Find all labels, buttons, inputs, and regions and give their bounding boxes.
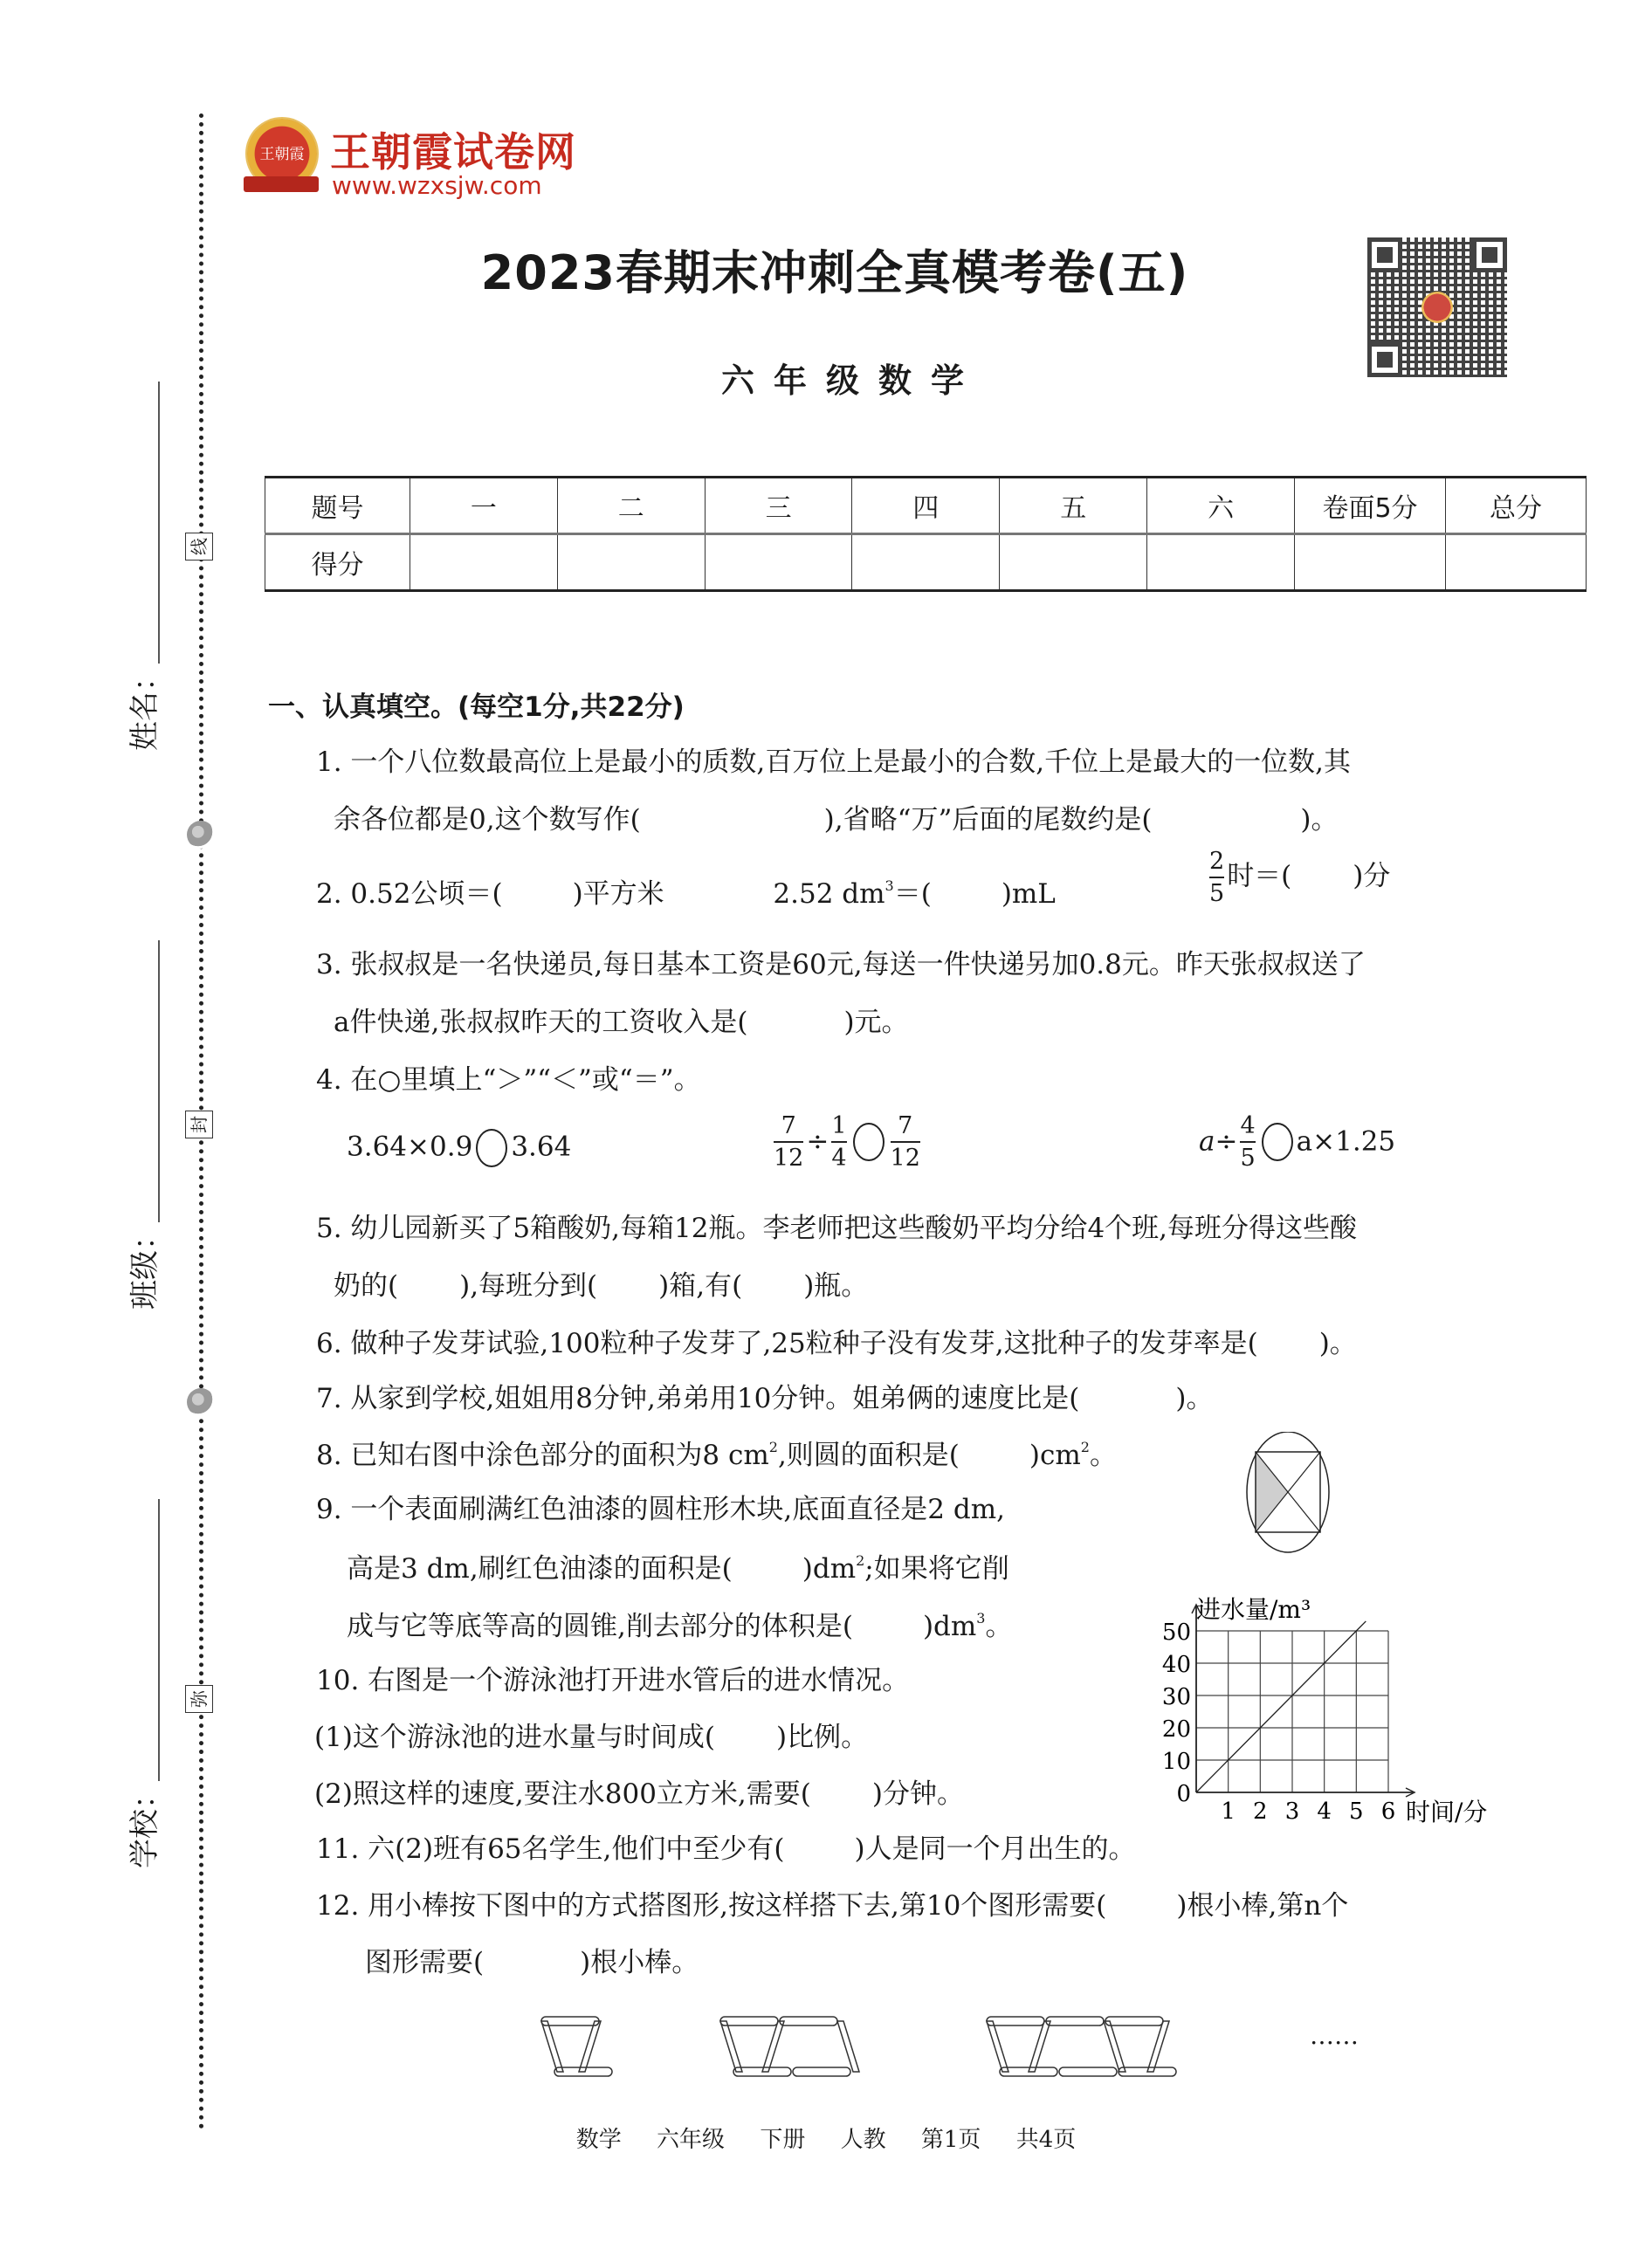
header-cell: 总分	[1446, 478, 1587, 534]
x-tick-label: 3	[1284, 1799, 1300, 1825]
name-input-line[interactable]	[158, 382, 160, 664]
question-9-line-3: 成与它等底等高的圆锥,削去部分的体积是( )$dm^3$。	[347, 1610, 1013, 1642]
header-cell: 一	[410, 478, 558, 534]
question-6: 6. 做种子发芽试验,100粒种子发芽了,25粒种子没有发芽,这批种子的发芽率是( )。	[316, 1328, 1357, 1359]
question-1-line-1: 1. 一个八位数最高位上是最小的质数,百万位上是最小的合数,千位上是最大的一位数,其	[316, 746, 1351, 778]
question-9-line-1: 9. 一个表面刷满红色油漆的圆柱形木块,底面直径是2 dm,	[316, 1494, 1005, 1525]
score-cell[interactable]	[410, 534, 558, 591]
question-4-expr-3: a÷ $\frac{4}{5}$ a×1.25	[1199, 1112, 1396, 1172]
compare-circle[interactable]	[476, 1129, 507, 1167]
y-tick-label: 40	[1161, 1652, 1191, 1678]
page-footer	[0, 2129, 1652, 2151]
school-label: 学校：	[127, 1779, 162, 1868]
x-tick-label: 5	[1349, 1799, 1364, 1825]
question-2: 2. 0.52公顷＝( )平方米 2.52 $dm^3=$( )mL	[316, 877, 1056, 910]
question-1-line-2: 余各位都是0,这个数写作( ),省略“万”后面的尾数约是( )。	[334, 804, 1339, 836]
footer-page-number: 第1页	[920, 2127, 981, 2153]
question-3-line-2: a件快递,张叔叔昨天的工资收入是( )元。	[334, 1007, 909, 1038]
question-4-expr-1: 3.64×0.9 3.64	[347, 1129, 571, 1167]
question-10-sub-1: (1)这个游泳池的进水量与时间成( )比例。	[314, 1722, 869, 1753]
brand-url[interactable]: www.wzxsjw.com	[332, 171, 542, 200]
qr-center-logo	[1421, 292, 1453, 323]
seal-mark-mi: 弥	[185, 1685, 213, 1713]
stick-figure-2	[720, 2017, 859, 2076]
fraction-two-fifths: $\frac{2}{5}$	[1209, 848, 1225, 907]
series-line	[1196, 1621, 1366, 1792]
chart-y-label: 进水量/m³	[1196, 1595, 1311, 1624]
class-label: 班级：	[127, 1221, 162, 1310]
question-5-line-2: 奶的( ),每班分到( )箱,有( )瓶。	[334, 1270, 869, 1302]
brand-name: 王朝霞试卷网	[330, 128, 576, 175]
x-tick-label: 4	[1317, 1799, 1332, 1825]
question-10-line-1: 10. 右图是一个游泳池打开进水管后的进水情况。	[316, 1665, 910, 1696]
header-cell: 二	[557, 478, 705, 534]
name-label: 姓名：	[127, 662, 162, 751]
page-title: 2023春期末冲刺全真模考卷(五)	[480, 245, 1189, 300]
question-2-part-c: $\frac{2}{5}$ 时＝( )分	[1209, 848, 1391, 907]
brand-badge-logo	[247, 119, 317, 189]
shaded-triangle	[1256, 1452, 1288, 1532]
class-input-line[interactable]	[158, 940, 160, 1222]
compare-circle[interactable]	[1262, 1123, 1293, 1161]
y-tick-label: 10	[1161, 1749, 1191, 1775]
question-12-line-1: 12. 用小棒按下图中的方式搭图形,按这样搭下去,第10个图形需要( )根小棒,第n个	[316, 1890, 1349, 1922]
question-7: 7. 从家到学校,姐姐用8分钟,弟弟用10分钟。姐弟俩的速度比是( )。	[316, 1383, 1214, 1414]
footer-publisher: 人教	[840, 2127, 886, 2153]
footer-subject: 数学	[575, 2127, 622, 2153]
y-tick-label: 30	[1161, 1684, 1191, 1710]
question-5-line-1: 5. 幼儿园新买了5箱酸奶,每箱12瓶。李老师把这些酸奶平均分给4个班,每班分得这些酸	[316, 1213, 1358, 1244]
decorative-swirl-icon	[187, 1388, 215, 1416]
question-9-line-2: 高是3 dm,刷红色油漆的面积是( )$dm^2$;如果将它削	[347, 1552, 1009, 1585]
score-cell[interactable]	[852, 534, 1000, 591]
score-table	[265, 476, 1587, 592]
score-table-header-row	[265, 478, 1587, 534]
seal-mark-feng: 封	[185, 1111, 213, 1138]
header-cell: 卷面5分	[1295, 478, 1446, 534]
question-12-line-2: 图形需要( )根小棒。	[365, 1947, 699, 1978]
stick-figure-3	[987, 2017, 1176, 2076]
seal-mark-xian: 线	[185, 533, 213, 561]
ellipsis: ……	[1310, 2021, 1359, 2050]
x-tick-label: 2	[1253, 1799, 1268, 1825]
chart-x-label: 时间/分	[1406, 1798, 1488, 1826]
question-3-line-1: 3. 张叔叔是一名快递员,每日基本工资是60元,每送一件快递另加0.8元。昨天张叔叔送了	[316, 949, 1366, 980]
circle-square-figure	[1240, 1432, 1336, 1563]
score-cell[interactable]	[705, 534, 852, 591]
header-cell: 六	[1147, 478, 1295, 534]
water-inflow-chart	[1144, 1585, 1537, 1829]
header-cell: 三	[705, 478, 852, 534]
header-cell: 四	[852, 478, 1000, 534]
score-cell[interactable]	[1295, 534, 1446, 591]
question-8: 8. 已知右图中涂色部分的面积为8 $cm^2$,则圆的面积是( )$cm^2$。	[316, 1439, 1117, 1471]
x-tick-label: 6	[1380, 1799, 1396, 1825]
score-cell[interactable]	[557, 534, 705, 591]
compare-circle[interactable]	[853, 1123, 885, 1161]
question-4-line-1: 4. 在○里填上“＞”“＜”或“＝”。	[316, 1064, 701, 1096]
qr-code-icon[interactable]	[1367, 237, 1507, 377]
question-4-expr-2: $\frac{7}{12}$ ÷ $\frac{1}{4}$ $\frac{7}{12}$	[774, 1112, 920, 1172]
footer-grade: 六年级	[657, 2127, 726, 2153]
section-heading: 一、认真填空。(每空1分,共22分)	[268, 691, 685, 723]
footer-page-total: 共4页	[1015, 2127, 1077, 2153]
decorative-swirl-icon	[187, 821, 215, 849]
stick-figure-1	[541, 2017, 612, 2076]
header-cell: 五	[1000, 478, 1147, 534]
score-row-label: 得分	[265, 534, 410, 591]
stick-pattern-figures	[524, 1999, 1327, 2087]
badge-text: 王朝霞	[259, 146, 305, 163]
score-cell[interactable]	[1446, 534, 1587, 591]
y-tick-label: 20	[1161, 1716, 1191, 1743]
page-subtitle: 六年级数学	[720, 361, 983, 400]
footer-volume: 下册	[760, 2127, 806, 2153]
x-tick-label: 1	[1221, 1799, 1236, 1825]
y-tick-label: 50	[1161, 1620, 1191, 1646]
score-table-score-row	[265, 534, 1587, 591]
question-11: 11. 六(2)班有65名学生,他们中至少有( )人是同一个月出生的。	[316, 1833, 1136, 1865]
badge-ribbon	[244, 176, 319, 192]
header-cell: 题号	[265, 478, 410, 534]
score-cell[interactable]	[1000, 534, 1147, 591]
school-input-line[interactable]	[158, 1499, 160, 1781]
question-10-sub-2: (2)照这样的速度,要注水800立方米,需要( )分钟。	[314, 1778, 964, 1810]
score-cell[interactable]	[1147, 534, 1295, 591]
y-tick-label: 0	[1176, 1781, 1191, 1807]
